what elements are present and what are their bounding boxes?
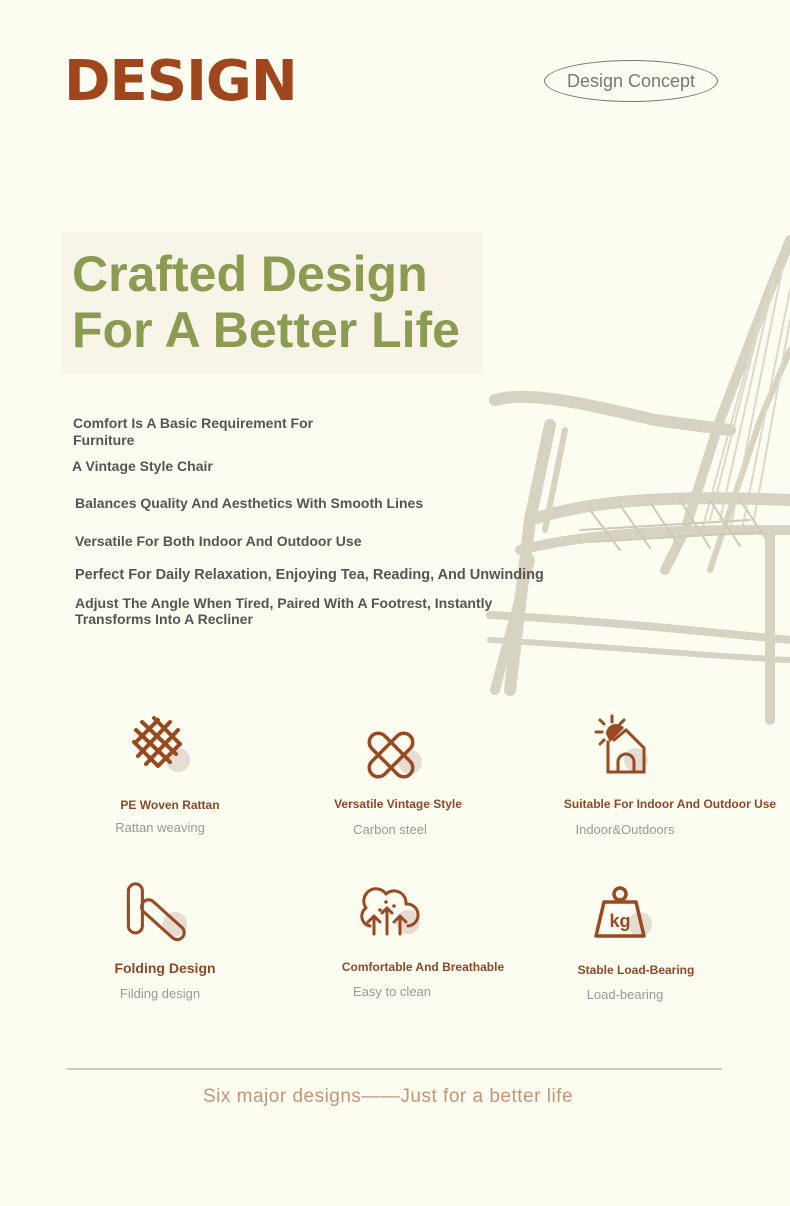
- feature-subtitle: Indoor&Outdoors: [575, 822, 675, 837]
- feature-title: Folding Design: [114, 960, 216, 976]
- feature-title: PE Woven Rattan: [120, 798, 220, 812]
- feature-title: Versatile Vintage Style: [334, 797, 462, 811]
- description-line: A Vintage Style Chair: [72, 458, 213, 474]
- feature-subtitle: Easy to clean: [352, 984, 432, 999]
- sun-house-icon: [588, 712, 658, 782]
- footer-tagline: Six major designs——Just for a better life: [202, 1086, 574, 1107]
- feature-subtitle: Carbon steel: [353, 822, 427, 837]
- kg-weight-icon: [588, 884, 658, 954]
- page-title: DESIGN: [64, 49, 297, 114]
- headline-line-2: For A Better Life: [72, 302, 460, 358]
- feature-subtitle: Load-bearing: [586, 987, 664, 1002]
- crossed-bands-icon: [360, 722, 430, 792]
- design-concept-badge: Design Concept: [544, 60, 718, 102]
- kg-label: kg: [609, 911, 631, 931]
- feature-subtitle: Rattan weaving: [115, 820, 205, 835]
- feature-title: Stable Load-Bearing: [577, 963, 695, 977]
- description-line: Balances Quality And Aesthetics With Smooth Lines: [75, 495, 424, 511]
- folding-icon: [124, 876, 194, 946]
- description-line: Furniture: [73, 432, 135, 448]
- description-line: Adjust The Angle When Tired, Paired With A Footrest, Instantly: [75, 595, 493, 611]
- feature-title: Comfortable And Breathable: [341, 960, 505, 974]
- headline-line-1: Crafted Design: [72, 246, 428, 302]
- feature-title: Suitable For Indoor And Outdoor Use: [563, 797, 777, 811]
- chair-illustration: [470, 230, 790, 730]
- description-line: Perfect For Daily Relaxation, Enjoying Tea, Reading, And Unwinding: [75, 567, 544, 583]
- description-line: Versatile For Both Indoor And Outdoor Use: [75, 533, 362, 549]
- description-line: Comfort Is A Basic Requirement For: [73, 415, 314, 431]
- description-line: Transforms Into A Recliner: [75, 611, 253, 627]
- woven-rattan-icon: [126, 712, 196, 782]
- feature-subtitle: Filding design: [119, 986, 201, 1001]
- tree-airflow-icon: [356, 882, 426, 952]
- divider: [66, 1068, 722, 1070]
